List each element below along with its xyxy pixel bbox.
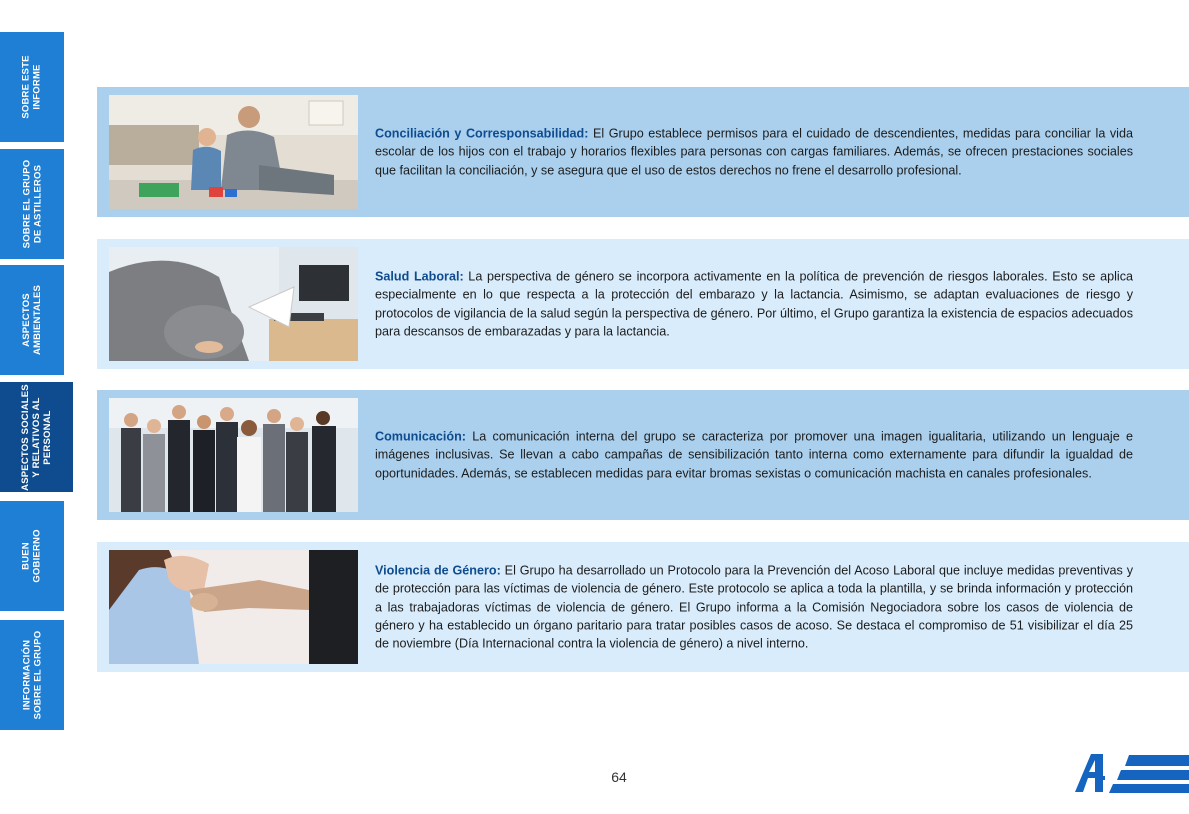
photo-father-child bbox=[109, 95, 358, 209]
card-heading: Violencia de Género: bbox=[375, 563, 501, 578]
card-heading: Salud Laboral: bbox=[375, 269, 464, 284]
sidebar-item-buen-gobierno[interactable] bbox=[0, 501, 64, 611]
card-conciliacion bbox=[97, 87, 1189, 217]
sidebar-item-label: BUEN GOBIERNO bbox=[20, 529, 43, 583]
sidebar-item-label: ASPECTOS SOCIALES Y RELATIVOS AL PERSONAL bbox=[20, 383, 54, 491]
page-number: 64 bbox=[611, 769, 627, 785]
sidebar-item-label: INFORMACIÓN SOBRE EL GRUPO bbox=[21, 630, 44, 720]
card-heading: Conciliación y Corresponsabilidad: bbox=[375, 126, 589, 141]
sidebar-item-label: SOBRE ESTE INFORME bbox=[21, 55, 43, 119]
card-heading: Comunicación: bbox=[375, 429, 466, 444]
card-body: La comunicación interna del grupo se caracteriza por promover una imagen igualitaria, utilizando un lenguaje e imágenes inclusivas. Se llevan a cabo campañas de sensibilización tanto interna como externamente para difundir la igualdad de oportunidades. Además, se establecen medidas para evitar bromas sexistas o comunicación machista en canales profesionales. bbox=[375, 429, 1133, 481]
company-logo bbox=[1075, 752, 1189, 794]
card-text bbox=[375, 125, 1133, 180]
card-body: La perspectiva de género se incorpora activamente en la política de prevención de riesgos laborales. Esto se aplica especialmente en lo que respecta a la protección del embarazo y la lactancia. Asimismo, se adaptan evaluaciones de riesgo y protocolos de vigilancia de la salud según la perspectiva de género. Por último, el Grupo garantiza la existencia de espacios adecuados para descansos de embarazadas y para la lactancia. bbox=[375, 269, 1133, 339]
card-body: El Grupo establece permisos para el cuidado de descendientes, medidas para conciliar la vida escolar de los hijos con el trabajo y horarios flexibles para personas con cargas familiares. Además, se ofrecen prestaciones sociales que facilitan la conciliación, y se asegura que el uso de estos derechos no frene el desarrollo profesional. bbox=[375, 126, 1133, 178]
card-text bbox=[375, 267, 1133, 340]
card-comunicacion bbox=[97, 390, 1189, 520]
sidebar-item-aspectos-ambientales[interactable] bbox=[0, 265, 64, 375]
card-body: El Grupo ha desarrollado un Protocolo para la Prevención del Acoso Laboral que incluye medidas preventivas y de protección para las víctimas de violencia de género. Este protocolo se aplica a toda la plantilla, y se brinda información y protección a las trabajadoras víctimas de violencia de género. El Grupo informa a la Comisión Negociadora sobre los casos de violencia de género y ha establecido un órgano paritario para tratar posibles casos de acoso. Se destaca el compromiso de 51 visibilizar el día 25 de noviembre (Día Internacional contra la violencia de género) a nivel interno. bbox=[375, 563, 1133, 651]
card-violencia-genero bbox=[97, 542, 1189, 672]
sidebar-item-label: SOBRE EL GRUPO DE ASTILLEROS bbox=[21, 159, 44, 249]
photo-business-team bbox=[109, 398, 358, 512]
sidebar-item-sobre-el-grupo[interactable] bbox=[0, 149, 64, 259]
sidebar-item-informacion-grupo[interactable] bbox=[0, 620, 64, 730]
photo-pregnant-worker bbox=[109, 247, 358, 361]
sidebar-item-sobre-este-informe[interactable] bbox=[0, 32, 64, 142]
card-text bbox=[375, 428, 1133, 483]
photo-harassment bbox=[109, 550, 358, 664]
card-text bbox=[375, 561, 1133, 652]
sidebar-item-aspectos-sociales[interactable] bbox=[0, 382, 73, 492]
card-salud-laboral bbox=[97, 239, 1189, 369]
sidebar-item-label: ASPECTOS AMBIENTALES bbox=[21, 284, 44, 356]
